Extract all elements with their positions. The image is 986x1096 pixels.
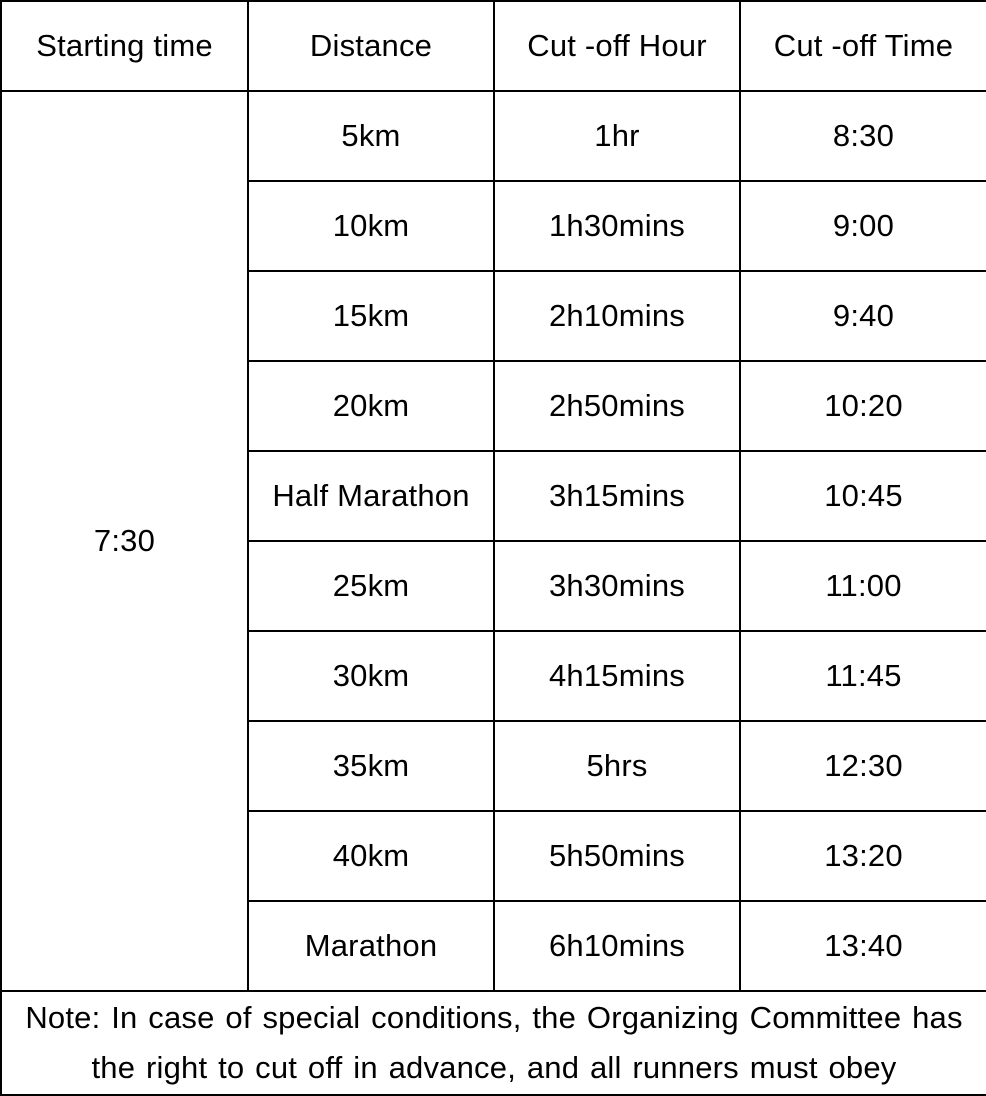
cutoff-time-cell: 11:00	[740, 541, 986, 631]
cutoff-time-cell: 9:00	[740, 181, 986, 271]
starting-time-cell: 7:30	[1, 91, 248, 991]
distance-cell: Marathon	[248, 901, 494, 991]
distance-cell: 30km	[248, 631, 494, 721]
header-distance: Distance	[248, 1, 494, 91]
cutoff-hour-cell: 3h15mins	[494, 451, 740, 541]
cutoff-time-cell: 13:20	[740, 811, 986, 901]
cutoff-time-cell: 10:20	[740, 361, 986, 451]
cutoff-hour-cell: 2h50mins	[494, 361, 740, 451]
cutoff-hour-cell: 5hrs	[494, 721, 740, 811]
note-text: Note: In case of special conditions, the Organizing Committee has the right to cut off in advance, and all runners must obey	[1, 991, 986, 1095]
cutoff-time-cell: 9:40	[740, 271, 986, 361]
header-row	[1, 1, 986, 91]
cutoff-time-cell: 12:30	[740, 721, 986, 811]
cutoff-hour-cell: 5h50mins	[494, 811, 740, 901]
distance-cell: 25km	[248, 541, 494, 631]
cutoff-hour-cell: 1h30mins	[494, 181, 740, 271]
note-row	[1, 991, 986, 1095]
distance-cell: 5km	[248, 91, 494, 181]
table-row	[1, 91, 986, 181]
cutoff-time-cell: 10:45	[740, 451, 986, 541]
distance-cell: 40km	[248, 811, 494, 901]
cutoff-hour-cell: 1hr	[494, 91, 740, 181]
cutoff-time-cell: 13:40	[740, 901, 986, 991]
distance-cell: Half Marathon	[248, 451, 494, 541]
distance-cell: 20km	[248, 361, 494, 451]
distance-cell: 15km	[248, 271, 494, 361]
cutoff-time-cell: 8:30	[740, 91, 986, 181]
cutoff-hour-cell: 4h15mins	[494, 631, 740, 721]
header-cutoff-hour: Cut -off Hour	[494, 1, 740, 91]
header-starting-time: Starting time	[1, 1, 248, 91]
cutoff-time-cell: 11:45	[740, 631, 986, 721]
header-cutoff-time: Cut -off Time	[740, 1, 986, 91]
distance-cell: 35km	[248, 721, 494, 811]
distance-cell: 10km	[248, 181, 494, 271]
cutoff-hour-cell: 2h10mins	[494, 271, 740, 361]
cutoff-hour-cell: 6h10mins	[494, 901, 740, 991]
cutoff-hour-cell: 3h30mins	[494, 541, 740, 631]
